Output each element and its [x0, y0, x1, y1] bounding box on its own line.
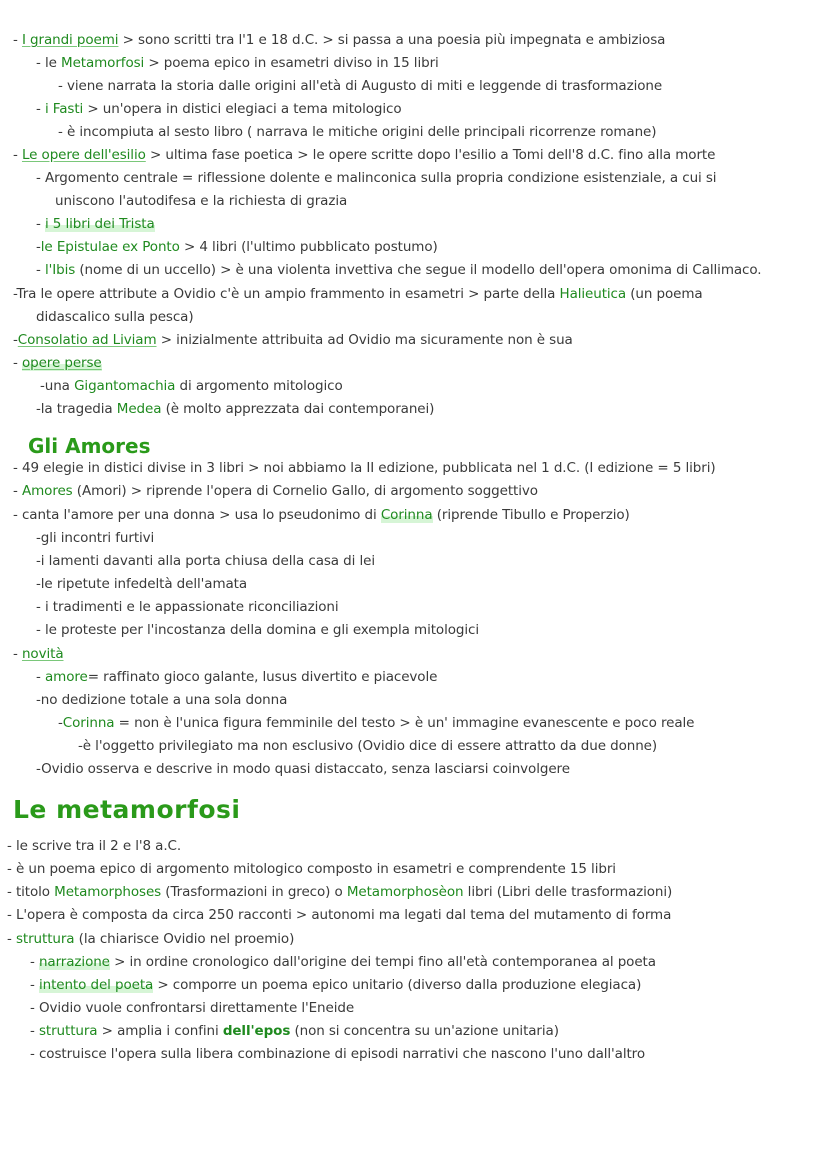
text: - titolo — [7, 884, 55, 900]
line-amores — [13, 482, 538, 500]
text: > un'opera in distici elegiaci a tema mitologico — [83, 101, 402, 117]
text: - — [13, 483, 22, 499]
text: - — [13, 32, 22, 48]
text: - — [58, 715, 63, 731]
line-infedelta: -le ripetute infedeltà dell'amata — [36, 576, 248, 592]
text: -la tragedia — [36, 401, 117, 417]
text: -Tra le opere attribute a Ovidio c'è un ampio frammento in esametri > parte della — [13, 286, 560, 302]
text: - — [30, 954, 39, 970]
term-corinna-2: Corinna — [62, 715, 115, 731]
text: - — [36, 101, 45, 117]
line-poema-epico: - è un poema epico di argomento mitologico composto in esametri e comprendente 15 libri — [7, 861, 616, 877]
line-amore — [36, 668, 437, 686]
term-epos: dell'epos — [222, 1023, 291, 1039]
line-dedizione: -no dedizione totale a una sola donna — [36, 692, 288, 708]
term-grandi-poemi: I grandi poemi — [21, 32, 119, 48]
term-halieutica: Halieutica — [559, 286, 627, 302]
text: - — [13, 646, 22, 662]
line-incompiuta: - è incompiuta al sesto libro ( narrava le mitiche origini delle principali ricorrenze romane) — [58, 124, 657, 140]
text: - — [30, 1023, 39, 1039]
text: - — [36, 262, 45, 278]
term-intento: intento del poeta — [38, 977, 154, 993]
line-titolo — [7, 883, 672, 901]
term-struttura: struttura — [15, 931, 75, 947]
text: > amplia i confini — [97, 1023, 223, 1039]
text: - canta l'amore per una donna > usa lo pseudonimo di — [13, 507, 381, 523]
term-epistulae: le Epistulae ex Ponto — [40, 239, 180, 255]
term-metamorphoses: Metamorphoses — [54, 884, 162, 900]
line-proteste: - le proteste per l'incostanza della domina e gli exempla mitologici — [36, 622, 479, 638]
text: (un poema — [626, 286, 703, 302]
line-esilio — [13, 146, 715, 164]
text: (Amori) > riprende l'opera di Cornelio Gallo, di argomento soggettivo — [72, 483, 538, 499]
term-opere-perse: opere perse — [21, 355, 102, 371]
text: > comporre un poema epico unitario (diverso dalla produzione elegiaca) — [153, 977, 642, 993]
line-autodifesa: uniscono l'autodifesa e la richiesta di grazia — [55, 193, 348, 209]
line-novita — [13, 645, 64, 663]
text: (riprende Tibullo e Properzio) — [432, 507, 630, 523]
text: > sono scritti tra l'1 e 18 d.C. > si passa a una poesia più impegnata e ambiziosa — [118, 32, 666, 48]
term-medea: Medea — [116, 401, 162, 417]
line-incontri: -gli incontri furtivi — [36, 530, 155, 546]
text: = non è l'unica figura femminile del testo > è un' immagine evanescente e poco reale — [114, 715, 695, 731]
text: (è molto apprezzata dai contemporanei) — [161, 401, 435, 417]
text: - le — [36, 55, 62, 71]
line-metamorfosi — [36, 54, 439, 72]
line-fasti — [36, 100, 401, 118]
text: (la chiarisce Ovidio nel proemio) — [74, 931, 295, 947]
line-struttura-2 — [30, 1022, 559, 1040]
text: - — [36, 239, 41, 255]
term-ibis: l'Ibis — [44, 262, 76, 278]
term-fasti: i Fasti — [44, 101, 84, 117]
line-corinna — [13, 506, 630, 524]
text: > ultima fase poetica > le opere scritte dopo l'esilio a Tomi dell'8 d.C. fino alla morte — [145, 147, 716, 163]
text: -una — [40, 378, 75, 394]
text: - — [13, 355, 22, 371]
line-lamenti: -i lamenti davanti alla porta chiusa della casa di lei — [36, 553, 375, 569]
line-ibis — [36, 261, 762, 279]
text: libri (Libri delle trasformazioni) — [463, 884, 673, 900]
line-intento — [30, 976, 641, 994]
term-novita: novità — [21, 646, 64, 662]
term-gigantomachia: Gigantomachia — [74, 378, 176, 394]
term-trista: i 5 libri dei Trista — [44, 216, 155, 232]
line-halieutica — [13, 285, 703, 303]
line-corinna-figura — [58, 714, 694, 732]
text: (Trasformazioni in greco) o — [161, 884, 347, 900]
term-narrazione: narrazione — [38, 954, 110, 970]
heading-metamorfosi: Le metamorfosi — [13, 795, 241, 824]
text: > in ordine cronologico dall'origine dei tempi fino all'età contemporanea al poeta — [109, 954, 656, 970]
text: di argomento mitologico — [175, 378, 343, 394]
term-consolatio: Consolatio ad Liviam — [17, 332, 157, 348]
line-didascalico: didascalico sulla pesca) — [36, 309, 194, 325]
line-scrive: - le scrive tra il 2 e l'8 a.C. — [7, 838, 182, 854]
text: - — [7, 931, 16, 947]
text: (non si concentra su un'azione unitaria) — [290, 1023, 559, 1039]
line-grandi-poemi — [13, 31, 665, 49]
line-costruisce — [30, 1045, 645, 1063]
heading-amores: Gli Amores — [28, 434, 151, 458]
line-oggetto: -è l'oggetto privilegiato ma non esclusivo (Ovidio dice di essere attratto da due donne) — [78, 738, 658, 754]
text: - — [30, 1046, 39, 1062]
line-opere-perse — [13, 354, 102, 372]
line-argomento: - Argomento centrale = riflessione dolente e malinconica sulla propria condizione esistenziale, a cui si — [36, 170, 717, 186]
term-corinna: Corinna — [380, 507, 433, 523]
line-tradimenti: - i tradimenti e le appassionate riconciliazioni — [36, 599, 339, 615]
text: - — [36, 216, 45, 232]
line-elegie: - 49 elegie in distici divise in 3 libri > noi abbiamo la II edizione, pubblicata nel 1 d.C. (I edizione = 5 libri) — [13, 460, 716, 476]
text: - — [13, 147, 22, 163]
line-racconti: - L'opera è composta da circa 250 racconti > autonomi ma legati dal tema del mutamento di forma — [7, 907, 672, 923]
line-storia: - viene narrata la storia dalle origini all'età di Augusto di miti e leggende di trasformazione — [58, 78, 663, 94]
text: (nome di un uccello) > è una violenta invettiva che segue il modello dell'opera omonima di Callimaco. — [75, 262, 762, 278]
line-epistulae — [36, 238, 438, 256]
term-amores: Amores — [21, 483, 73, 499]
term-opere-esilio: Le opere dell'esilio — [21, 147, 146, 163]
text: = raffinato gioco galante, lusus divertito e piacevole — [87, 669, 438, 685]
line-medea — [36, 400, 434, 418]
text: - — [36, 669, 45, 685]
line-struttura — [7, 930, 294, 948]
term-amore: amore — [44, 669, 88, 685]
line-trista — [36, 215, 155, 233]
line-consolatio — [13, 331, 573, 349]
term-struttura-2: struttura — [38, 1023, 98, 1039]
text: - — [30, 977, 39, 993]
line-osserva: -Ovidio osserva e descrive in modo quasi distaccato, senza lasciarsi coinvolgere — [36, 761, 570, 777]
text: > 4 libri (l'ultimo pubblicato postumo) — [179, 239, 438, 255]
term-metamorfosi: Metamorfosi — [61, 55, 145, 71]
line-gigantomachia — [40, 377, 343, 395]
text: costruisce l'opera sulla libera combinazione di episodi narrativi che nascono l'uno dall'altro — [38, 1046, 645, 1062]
text: - — [13, 332, 18, 348]
text: > inizialmente attribuita ad Ovidio ma sicuramente non è sua — [156, 332, 573, 348]
text: > poema epico in esametri diviso in 15 libri — [144, 55, 439, 71]
line-eneide: - Ovidio vuole confrontarsi direttamente l'Eneide — [30, 1000, 355, 1016]
term-metamorphoseon: Metamorphosèon — [346, 884, 464, 900]
line-narrazione — [30, 953, 656, 971]
